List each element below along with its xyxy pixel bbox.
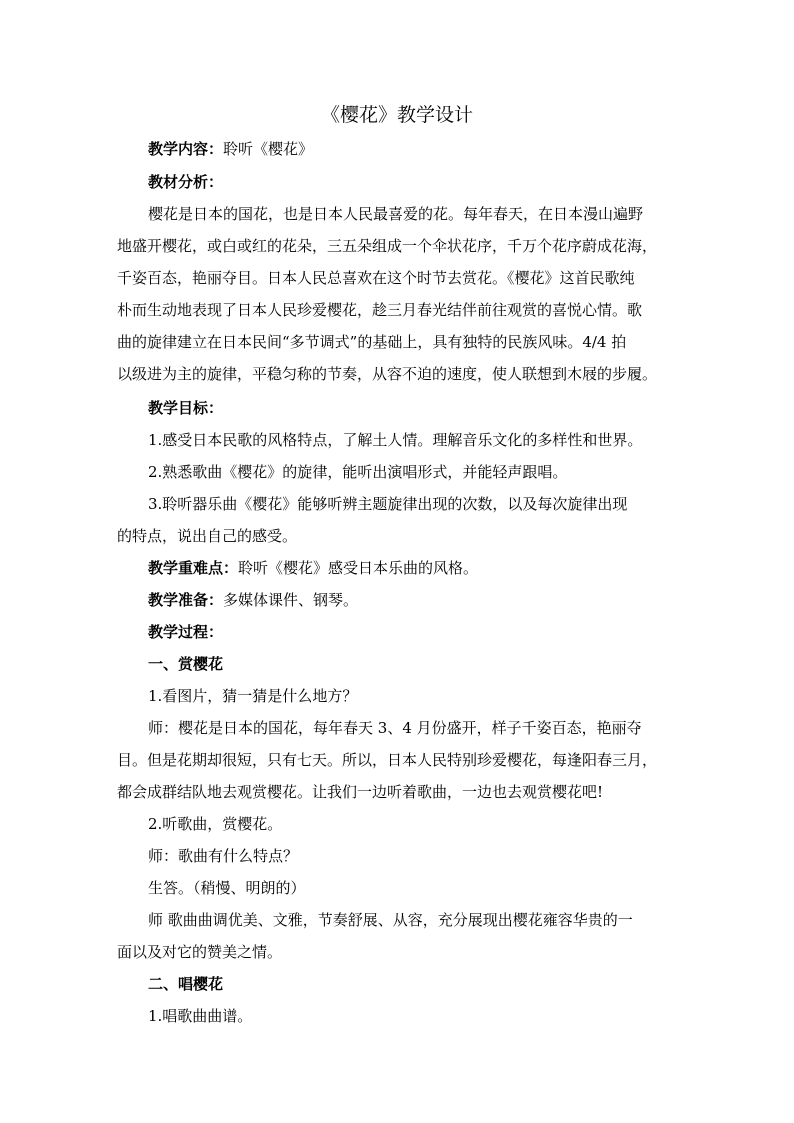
section-step: 1.看图片，猜一猜是什么地方？	[148, 687, 358, 705]
teacher-summary-line: 面以及对它的赞美之情。	[117, 943, 283, 961]
analysis-line: 曲的旋律建立在日本民间“多节调式”的基础上，具有独特的民族风味。4/4 拍	[117, 333, 627, 351]
analysis-line: 地盛开樱花，或白或红的花朵，三五朵组成一个伞状花序，千万个花序蔚成花海，	[117, 237, 658, 255]
section-step: 1.唱歌曲曲谱。	[148, 1007, 253, 1025]
goal-item: 3.聆听器乐曲《樱花》能够听辨主题旋律出现的次数，以及每次旋律出现	[148, 495, 628, 513]
teacher-line: 目。但是花期却很短，只有七天。所以，日本人民特别珍爱樱花，每逢阳春三月，	[117, 751, 658, 769]
preparation-line	[148, 590, 794, 610]
teaching-content-value: 聆听《樱花》	[223, 140, 314, 158]
document-title: 《樱花》教学设计	[320, 104, 473, 126]
section-heading: 一、赏樱花	[148, 655, 224, 673]
section-step: 2.听歌曲，赏樱花。	[148, 815, 283, 833]
goals-heading: 教学目标：	[148, 399, 224, 417]
section-heading: 二、唱樱花	[148, 975, 224, 993]
key-points-label: 教学重难点：	[148, 559, 239, 577]
goal-item: 的特点，说出自己的感受。	[117, 527, 298, 545]
teaching-content-line	[148, 139, 794, 159]
teacher-summary-line: 师 歌曲曲调优美、文雅，节奏舒展、从容，充分展现出樱花雍容华贵的一	[148, 911, 633, 929]
process-heading: 教学过程：	[148, 623, 224, 641]
goal-item: 2.熟悉歌曲《樱花》的旋律，能听出演唱形式，并能轻声跟唱。	[148, 463, 568, 481]
analysis-heading: 教材分析：	[148, 173, 224, 191]
teacher-question: 师：歌曲有什么特点？	[148, 847, 299, 865]
key-points-value: 聆听《樱花》感受日本乐曲的风格。	[238, 559, 479, 577]
analysis-line: 以级进为主的旋律，平稳匀称的节奏，从容不迫的速度，使人联想到木屐的步履。	[117, 365, 658, 383]
analysis-line: 樱花是日本的国花，也是日本人民最喜爱的花。每年春天，在日本漫山遍野	[148, 205, 644, 223]
key-points-line	[148, 558, 794, 578]
analysis-line: 千姿百态，艳丽夺目。日本人民总喜欢在这个时节去赏花。《樱花》这首民歌纯	[117, 269, 635, 287]
teacher-line: 都会成群结队地去观赏樱花。让我们一边听着歌曲，一边也去观赏樱花吧!	[117, 783, 604, 801]
preparation-value: 多媒体课件、钢琴。	[223, 591, 359, 609]
teaching-content-label: 教学内容：	[148, 140, 224, 158]
student-answer: 生答。（稍慢、明朗的）	[148, 879, 306, 897]
goal-item: 1.感受日本民歌的风格特点，了解土人情。理解音乐文化的多样性和世界。	[148, 431, 643, 449]
analysis-line: 朴而生动地表现了日本人民珍爱樱花，趁三月春光结伴前往观赏的喜悦心情。歌	[117, 301, 643, 319]
preparation-label: 教学准备：	[148, 591, 224, 609]
teacher-line: 师：樱花是日本的国花，每年春天 3、4 月份盛开，样子千姿百态，艳丽夺	[148, 719, 642, 737]
